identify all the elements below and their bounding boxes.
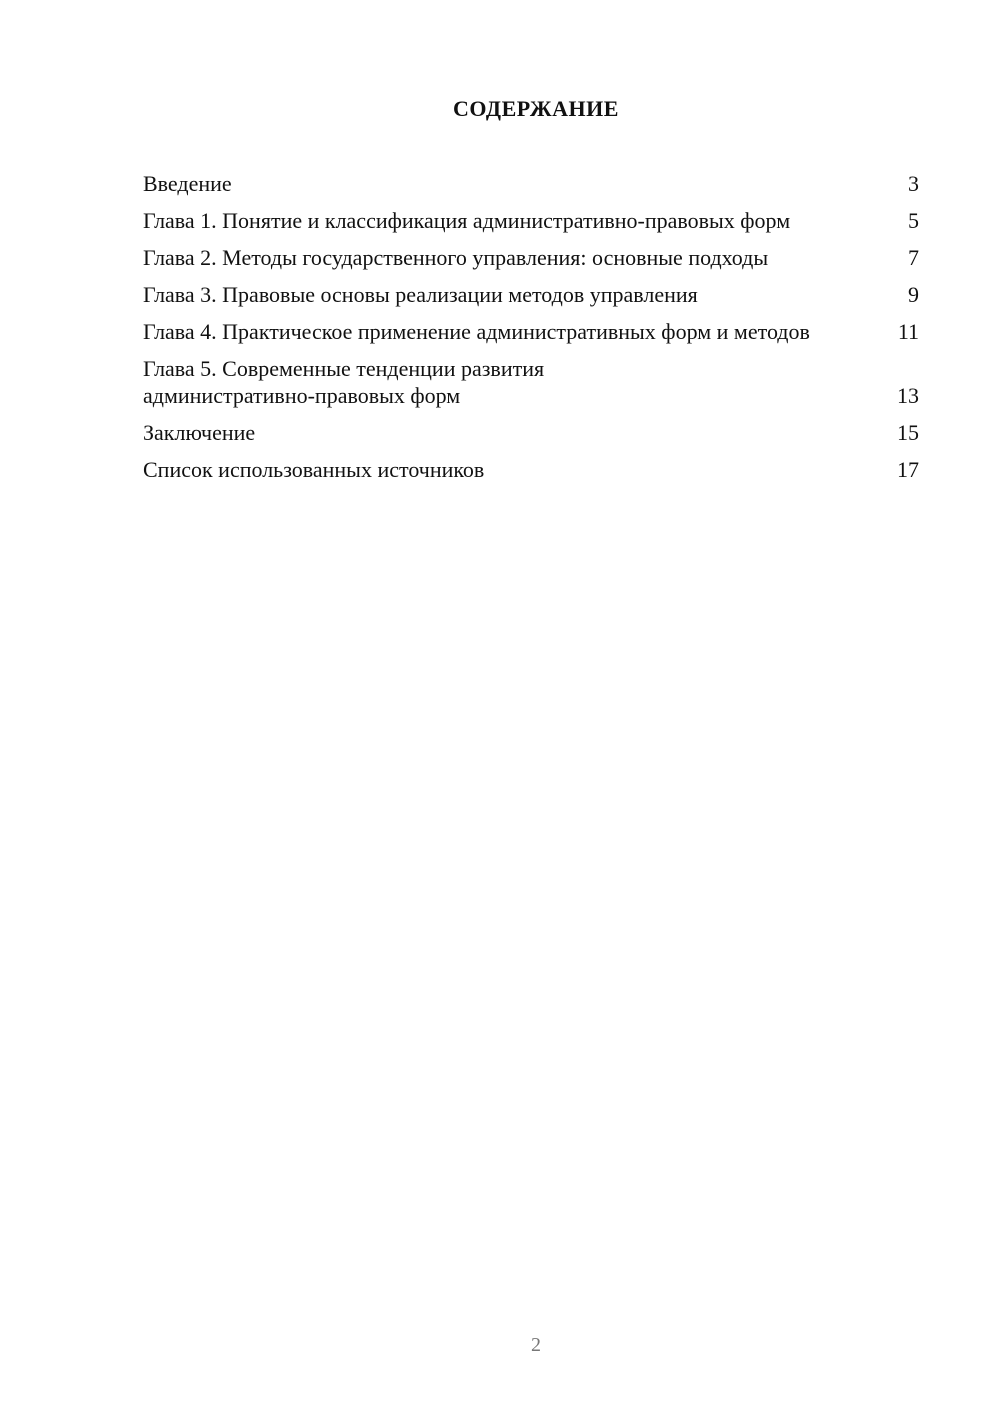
toc-entry-page: 5 — [908, 208, 919, 233]
toc-entry-page: 13 — [897, 383, 919, 408]
toc-entry-title: Введение — [143, 171, 232, 196]
toc-entry-chapter-4 — [143, 318, 919, 345]
page-title: СОДЕРЖАНИЕ — [453, 96, 619, 121]
toc-entry-conclusion — [143, 419, 919, 446]
toc-entry-page: 9 — [908, 282, 919, 307]
toc-entry-title: Глава 4. Практическое применение административных форм и методов — [143, 319, 810, 344]
toc-entry-title: Глава 1. Понятие и классификация административно-правовых форм — [143, 208, 791, 233]
toc-entry-page: 11 — [897, 319, 919, 344]
toc-entry-chapter-3 — [143, 281, 919, 308]
toc-entry-title: Заключение — [143, 420, 256, 445]
toc-entry-page: 17 — [897, 457, 919, 482]
toc-entry-references — [143, 456, 919, 483]
toc-entry-chapter-5 — [143, 355, 919, 409]
page-number: 2 — [531, 1334, 541, 1356]
toc-entry-chapter-1 — [143, 207, 919, 234]
toc-entry-introduction — [143, 170, 919, 197]
toc-entry-page: 15 — [897, 420, 919, 445]
table-of-contents — [143, 170, 919, 493]
toc-entry-title: Список использованных источников — [143, 457, 485, 482]
toc-entry-title: Глава 3. Правовые основы реализации методов управления — [143, 282, 698, 307]
toc-entry-title: Глава 2. Методы государственного управления: основные подходы — [143, 245, 769, 270]
toc-entry-title: Глава 5. Современные тенденции развития административно-правовых форм — [143, 356, 545, 408]
toc-entry-page: 7 — [908, 245, 919, 270]
toc-entry-page: 3 — [908, 171, 919, 196]
toc-entry-chapter-2 — [143, 244, 919, 271]
